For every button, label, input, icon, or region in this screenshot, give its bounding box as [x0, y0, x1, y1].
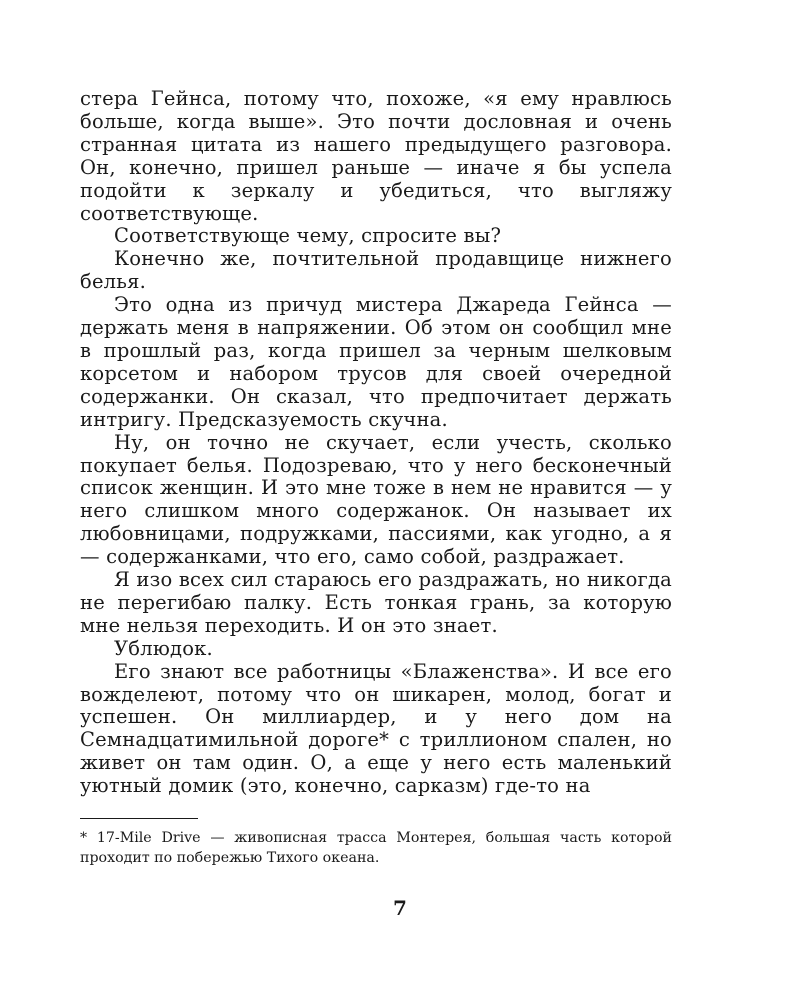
footnote: * 17-Mile Drive — живописная трасса Монтерея, большая часть которой проходит по побережью Тихого океана.	[80, 830, 672, 866]
paragraph-continuation: стера Гейнса, потому что, похоже, «я ему нравлюсь больше, когда выше». Это почти дословная и очень странная цитата из нашего предыдущего разговора. Он, конечно, пришел раньше — иначе я бы успела подойти к зеркалу и убедиться, что выгляжу соответствующе.	[80, 87, 672, 225]
paragraph: Конечно же, почтительной продавщице нижнего белья.	[80, 247, 672, 294]
paragraph: Я изо всех сил стараюсь его раздражать, но никогда не перегибаю палку. Есть тонкая грань, за которую мне нельзя переходить. И он это знает.	[80, 568, 672, 637]
footnote-divider	[80, 818, 198, 819]
paragraph: Ну, он точно не скучает, если учесть, сколько покупает белья. Подозреваю, что у него бесконечный список женщин. И это мне тоже в нем не нравится — у него слишком много содержанок. Он называет их любовницами, подружками, пассиями, как угодно, а я — содержанками, что его, само собой, раздражает.	[80, 430, 672, 569]
paragraph: Это одна из причуд мистера Джареда Гейнса — держать меня в напряжении. Об этом он сообщил мне в прошлый раз, когда пришел за черным шелковым корсетом и набором трусов для своей очередной содержанки. Он сказал, что предпочитает держать интригу. Предсказуемость скучна.	[80, 293, 672, 431]
main-text	[80, 88, 672, 798]
paragraph: Ублюдок.	[114, 636, 213, 660]
page-number: 7	[393, 896, 407, 920]
paragraph: Его знают все работницы «Блаженства». И все его вожделеют, потому что он шикарен, молод, богат и успешен. Он миллиардер, и у него дом на Семнадцатимильной дороге* с триллионом спален, но живет он там один. О, а еще у него есть маленький уютный домик (это, конечно, сарказм) где-то на	[80, 659, 672, 798]
paragraph: Соответствующе чему, спросите вы?	[114, 224, 502, 248]
